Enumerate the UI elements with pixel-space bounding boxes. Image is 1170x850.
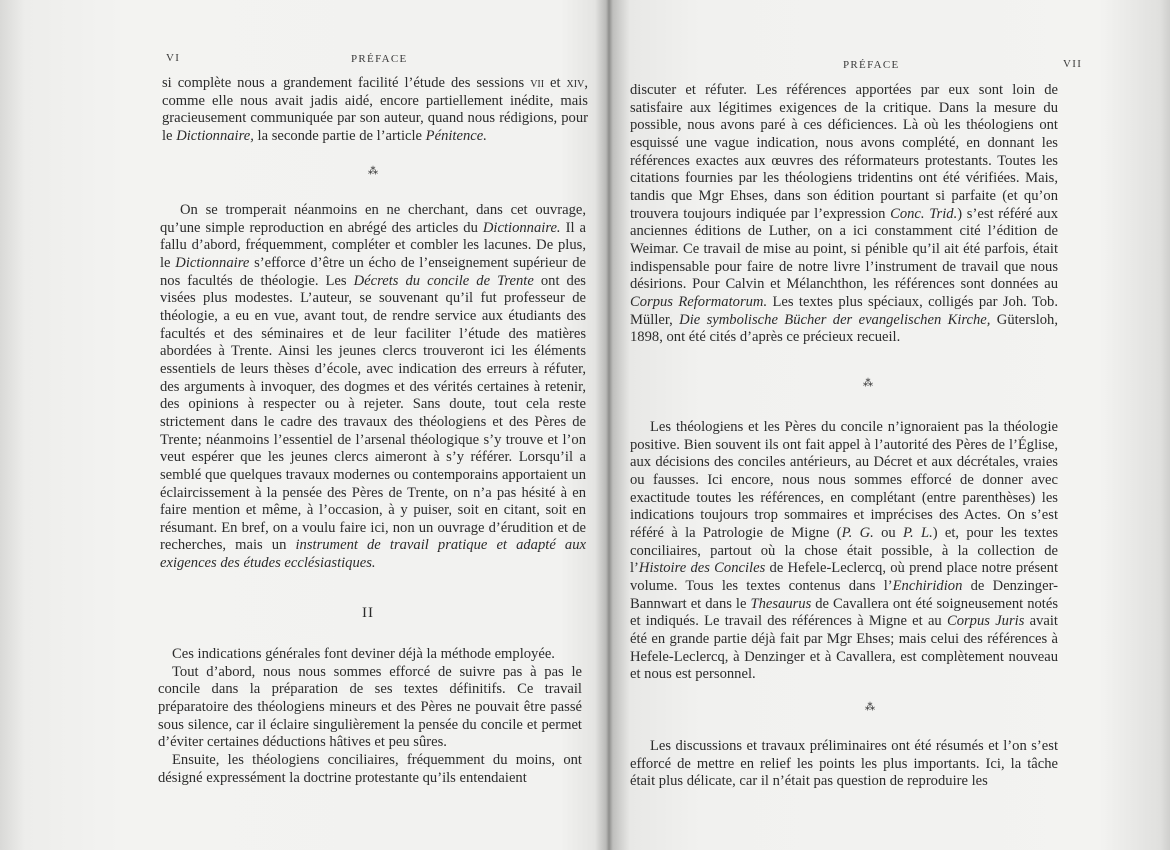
page-number: VII (1063, 58, 1083, 70)
paragraph: si complète nous a grandement facilité l’étude des sessions vii et xiv, comme elle nous avait jadis aidé, encore partiellement inédite, mais gracieusement communiquée par son auteur, quand nous rédigions, pour le Dictionnaire, la seconde partie de l’article Pénitence. (162, 75, 588, 144)
right-page (612, 0, 1170, 850)
paragraph: Ces indications générales font deviner déjà la méthode employée. Tout d’abord, nous nous sommes efforcé de suivre pas à pas le concile dans la préparation de ses textes définitifs. Ce travail préparatoire des théologiens mineurs et des Pères ne pouvait être passé sous silence, car il éclaire singulièrement la pensée du concile et permet d’éviter certaines déductions hâtives et peu sûres. Ensuite, les théologiens conciliaires, fréquemment du moins, ont désigné expressément la doctrine protestante qu’ils entendaient (158, 646, 582, 786)
running-title: PRÉFACE (351, 53, 408, 65)
paragraph: On se tromperait néanmoins en ne cherchant, dans cet ouvrage, qu’une simple reproduction en abrégé des articles du Dictionnaire. Il a fallu d’abord, fréquemment, compléter et combler les lacunes. De plus, le Dictionnaire s’efforce d’être un écho de l’enseignement supérieur de nos facultés de théologie. Les Décrets du concile de Trente ont des visées plus modestes. L’auteur, se souvenant qu’il fut professeur de théologie, a eu en vue, avant tout, de rendre service aux étudiants des facultés et des séminaires et de leur faciliter l’étude des matières abordées à Trente. Ainsi les jeunes clercs trouveront ici les éléments essentiels de leurs thèses d’école, avec indication des erreurs à réfuter, des arguments à invoquer, des dogmes et des vérités certaines à retenir, des opinions à respecter ou à rejeter. Sans doute, tout cela reste strictement dans le cadre des travaux des théologiens et des Pères de Trente; néanmoins l’essentiel de l’arsenal théologique s’y trouve et l’on veut espérer que les jeunes clercs aimeront à s’y référer. Lorsqu’il a semblé que quelques travaux modernes ou contemporains apportaient un éclaircissement à la pensée des Pères de Trente, on n’a pas hésité à en faire mention et même, à l’occasion, à y puiser, soit en citant, soit en résumant. En bref, on a voulu faire ici, non un ouvrage d’érudition et de recherches, mais un instrument de travail pratique et adapté aux exigences des études ecclésiastiques. (160, 202, 586, 572)
section-separator: ⁂ (368, 166, 378, 177)
running-title: PRÉFACE (843, 59, 900, 71)
paragraph: Les discussions et travaux préliminaires ont été résumés et l’on s’est efforcé de mettre en relief les points les plus importants. Ici, la tâche était plus délicate, car il n’était pas question de reproduire les (630, 738, 1058, 790)
section-separator: ⁂ (863, 378, 873, 389)
paragraph: discuter et réfuter. Les références apportées par eux sont loin de satisfaire aux légitimes exigences de la critique. Dans la mesure du possible, nous avons paré à ces déficiences. Là où les théologiens ont esquissé une vague indication, nous avons complété, en donnant les références exactes aux œuvres des réformateurs protestants. Toutes les citations fournies par les théologiens tridentins ont été vérifiées. Mais, tandis que Mgr Ehses, dans son édition pourtant si parfaite (et qu’on trouvera toujours indiquée par l’expression Conc. Trid.) s’est référé aux anciennes éditions de Luther, on a ici constamment cité l’édition de Weimar. Ce travail de mise au point, si pénible qu’il ait été parfois, était indispensable pour faire de notre livre l’instrument de travail que nous désirions. Pour Calvin et Mélanchthon, les références sont données au Corpus Reformatorum. Les textes plus spéciaux, colligés par Joh. Tob. Müller, Die symbolische Bücher der evangelischen Kirche, Gütersloh, 1898, ont été cités d’après ce précieux recueil. (630, 82, 1059, 346)
paragraph: Les théologiens et les Pères du concile n’ignoraient pas la théologie positive. Bien souvent ils ont fait appel à l’autorité des Pères de l’Église, aux décisions des conciles antérieurs, au Décret et aux décrétales, vraies ou fausses. Ici encore, nous nous sommes efforcé de donner avec exactitude toutes les références, en complétant (entre parenthèses) les indications toujours trop sommaires et imprécises des Actes. On s’est référé à la Patrologie de Migne (P. G. ou P. L.) et, pour les textes conciliaires, partout où la chose était possible, à la collection de l’Histoire des Conciles de Hefele-Leclercq, où prend place notre présent volume. Tous les textes contenus dans l’Enchiridion de Denzinger-Bannwart et dans le Thesaurus de Cavallera ont été soigneusement notés et indiqués. Le travail des références à Migne et au Corpus Juris avait été en grande partie déjà fait par Mgr Ehses; mais celui des références à Hefele-Leclercq, à Denzinger et à Cavallera, est complètement nouveau et nous est personnel. (630, 419, 1058, 683)
page-number: VI (166, 52, 181, 64)
section-number: II (362, 605, 374, 621)
section-separator: ⁂ (865, 702, 875, 713)
